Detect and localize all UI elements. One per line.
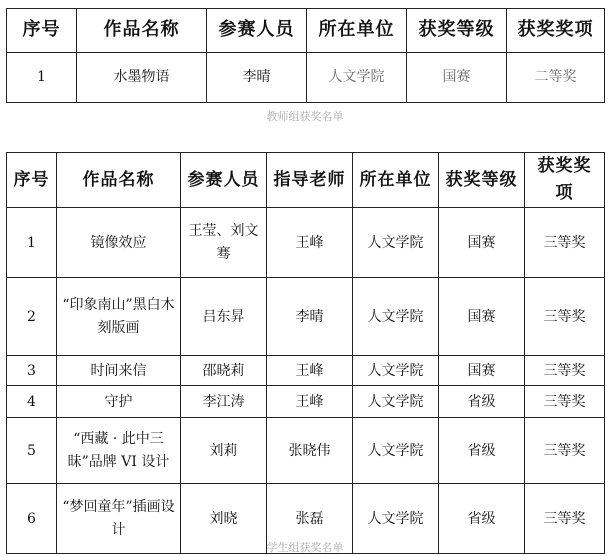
header-award-level: 获奖等级 <box>439 153 525 208</box>
header-work-name: 作品名称 <box>77 9 207 53</box>
cell-advisor: 王峰 <box>267 208 353 278</box>
cell-work-name: 时间来信 <box>57 356 181 386</box>
header-work-name: 作品名称 <box>57 153 181 208</box>
table-row <box>7 386 605 418</box>
cell-award-prize: 三等奖 <box>525 356 605 386</box>
cell-award-prize: 三等奖 <box>525 386 605 418</box>
cell-participants: 刘晓 <box>181 484 267 554</box>
header-index: 序号 <box>7 153 57 208</box>
student-award-table <box>6 152 605 554</box>
cell-unit: 人文学院 <box>353 278 439 356</box>
table-header-row <box>7 9 605 53</box>
cell-work-name: “西藏 · 此中三昧”品牌 VI 设计 <box>57 418 181 484</box>
cell-award-prize: 三等奖 <box>525 484 605 554</box>
cell-index: 2 <box>7 278 57 356</box>
cell-unit: 人文学院 <box>353 386 439 418</box>
cell-unit: 人文学院 <box>353 484 439 554</box>
cell-index: 1 <box>7 53 77 103</box>
cell-award-level: 省级 <box>439 386 525 418</box>
cell-index: 4 <box>7 386 57 418</box>
table-row <box>7 278 605 356</box>
cell-participants: 李江涛 <box>181 386 267 418</box>
cell-participants: 刘莉 <box>181 418 267 484</box>
header-award-level: 获奖等级 <box>407 9 507 53</box>
cell-advisor: 张晓伟 <box>267 418 353 484</box>
cell-award-prize: 三等奖 <box>525 278 605 356</box>
cell-advisor: 张磊 <box>267 484 353 554</box>
cell-work-name: 守护 <box>57 386 181 418</box>
cell-index: 5 <box>7 418 57 484</box>
header-unit: 所在单位 <box>307 9 407 53</box>
header-advisor: 指导老师 <box>267 153 353 208</box>
cell-award-level: 国赛 <box>439 278 525 356</box>
student-table-caption: 学生组获奖名单 <box>266 541 344 554</box>
header-award-prize: 获奖奖项 <box>507 9 605 53</box>
cell-award-prize: 三等奖 <box>525 418 605 484</box>
cell-award-level: 省级 <box>439 418 525 484</box>
cell-work-name: “印象南山”黑白木刻版画 <box>57 278 181 356</box>
cell-unit: 人文学院 <box>353 418 439 484</box>
table-row <box>7 418 605 484</box>
cell-award-prize: 二等奖 <box>507 53 605 103</box>
cell-index: 3 <box>7 356 57 386</box>
cell-award-level: 国赛 <box>439 208 525 278</box>
cell-unit: 人文学院 <box>353 356 439 386</box>
cell-award-level: 国赛 <box>407 53 507 103</box>
cell-work-name: 镜像效应 <box>57 208 181 278</box>
cell-participants: 吕东昇 <box>181 278 267 356</box>
cell-advisor: 李晴 <box>267 278 353 356</box>
table-row <box>7 356 605 386</box>
header-participants: 参赛人员 <box>207 9 307 53</box>
teacher-table-caption: 教师组获奖名单 <box>266 110 344 123</box>
cell-work-name: “梦回童年”插画设计 <box>57 484 181 554</box>
cell-index: 6 <box>7 484 57 554</box>
cell-work-name: 水墨物语 <box>77 53 207 103</box>
cell-award-level: 省级 <box>439 484 525 554</box>
table-row <box>7 53 605 103</box>
header-unit: 所在单位 <box>353 153 439 208</box>
cell-advisor: 王峰 <box>267 386 353 418</box>
cell-award-level: 国赛 <box>439 356 525 386</box>
header-index: 序号 <box>7 9 77 53</box>
header-participants: 参赛人员 <box>181 153 267 208</box>
cell-unit: 人文学院 <box>307 53 407 103</box>
cell-advisor: 王峰 <box>267 356 353 386</box>
cell-participants: 李晴 <box>207 53 307 103</box>
cell-unit: 人文学院 <box>353 208 439 278</box>
cell-index: 1 <box>7 208 57 278</box>
cell-participants: 邵晓莉 <box>181 356 267 386</box>
cell-participants: 王莹、刘文骞 <box>181 208 267 278</box>
table-header-row <box>7 153 605 208</box>
table-row <box>7 208 605 278</box>
header-award-prize: 获奖奖项 <box>525 153 605 208</box>
teacher-award-table <box>6 8 605 103</box>
cell-award-prize: 三等奖 <box>525 208 605 278</box>
